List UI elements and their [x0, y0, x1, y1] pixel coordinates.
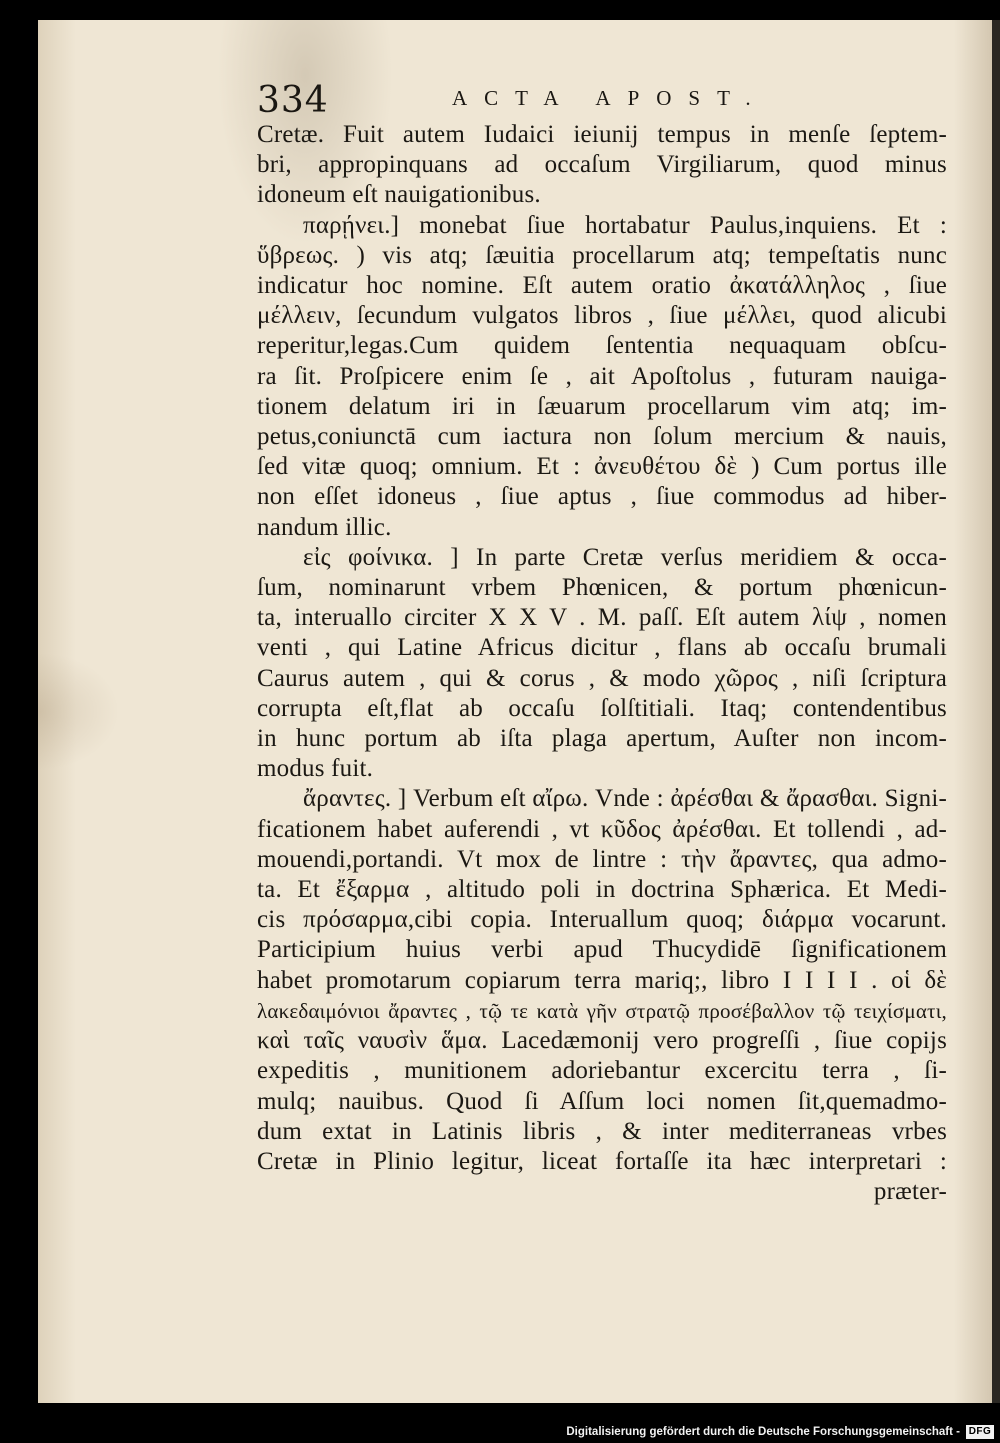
- page-edge: [992, 20, 1000, 1403]
- text-line: ta. Et ἔξαρμα , altitudo poli in doctrina Sphærica. Et Medi-: [257, 876, 947, 904]
- text-line: corrupta eſt,flat ab occaſu ſolſtitiali. Itaq; contendentibus: [257, 694, 947, 722]
- page-number: 334: [257, 80, 329, 121]
- text-line: καὶ ταῖς ναυσὶν ἅμα. Lacedæmonij vero progreſſi , ſiue copijs: [257, 1027, 947, 1055]
- text-line: indicatur hoc nomine. Eſt autem oratio ἀκατάλληλος , ſiue: [257, 272, 947, 300]
- text-line: ſed vitæ quoq; omnium. Et : ἀνευθέτου δὲ ) Cum portus ille: [257, 453, 947, 481]
- text-line: ficationem habet auferendi , vt κῦδος ἀρέσθαι. Et tollendi , ad-: [257, 815, 947, 843]
- text-line: idoneum eſt nauigationibus.: [257, 181, 541, 209]
- text-line: mouendi,portandi. Vt mox de lintre : τὴν ἄραντες, qua admo-: [257, 845, 947, 873]
- text-line: tionem delatum iri in ſæuarum procellarum vim atq; im-: [257, 392, 947, 420]
- text-line: expeditis , munitionem adoriebantur excercitu terra , ſi-: [257, 1057, 947, 1085]
- text-line: ſum, nominarunt vrbem Phœnicen, & portum phœnicun-: [257, 574, 947, 602]
- text-line: ta, interuallo circiter X X V . M. paſſ. Eſt autem λίψ , nomen: [257, 604, 947, 632]
- text-line: cis πρόσαρμα,cibi copia. Interuallum quoq; διάρμα vocarunt.: [257, 906, 947, 934]
- text-line: bri, appropinquans ad occaſum Virgiliarum, quod minus: [257, 151, 947, 179]
- running-head: ACTA APOST.: [452, 86, 768, 110]
- text-line: dum extat in Latinis libris , & inter mediterraneas vrbes: [257, 1117, 947, 1145]
- text-line: ra ſit. Proſpicere enim ſe , ait Apoſtolus , futuram nauiga-: [257, 362, 947, 390]
- catchword: præter-: [873, 1178, 947, 1206]
- text-line: παρῄνει.] monebat ſiue hortabatur Paulus,inquiens. Et :: [303, 211, 947, 239]
- text-line: Participium huius verbi apud Thucydidē ſignificationem: [257, 936, 947, 964]
- text-line: nandum illic.: [257, 513, 392, 541]
- text-line: λακεδαιμόνιοι ἄραντες , τῷ τε κατὰ γῆν στρατῷ προσέβαλλον τῷ τειχίσματι,: [257, 998, 947, 1023]
- text-line: modus fuit.: [257, 755, 374, 783]
- text-line: venti , qui Latine Africus dicitur , flans ab occaſu brumali: [257, 634, 947, 662]
- text-line: non eſſet idoneus , ſiue aptus , ſiue commodus ad hiber-: [257, 483, 947, 511]
- text-line: habet promotarum copiarum terra mariq;, libro I I I I . οἱ δὲ: [257, 966, 947, 994]
- text-line: εἰς φοίνικα. ] In parte Cretæ verſus meridiem & occa-: [303, 543, 947, 571]
- text-line: Caurus autem , qui & corus , & modo χῶρος , niſi ſcriptura: [257, 664, 947, 692]
- funding-note: Digitalisierung gefördert durch die Deutsche Forschungsgemeinschaft -: [566, 1426, 960, 1438]
- dfg-logo: DFG: [966, 1425, 994, 1439]
- body-text: [257, 120, 947, 1207]
- text-line: ἄραντες. ] Verbum eſt αἴρω. Vnde : ἀρέσθαι & ἄρασθαι. Signi-: [303, 785, 947, 813]
- text-line: μέλλειν, ſecundum vulgatos libros , ſiue μέλλει, quod alicubi: [257, 302, 947, 330]
- text-line: Cretæ. Fuit autem Iudaici ieiunij tempus in menſe ſeptem-: [257, 121, 947, 148]
- text-line: mulq; nauibus. Quod ſi Aſſum loci nomen ſit,quemadmo-: [257, 1087, 947, 1115]
- text-line: petus,coniunctā cum iactura non ſolum mercium & nauis,: [257, 423, 947, 451]
- text-line: Cretæ in Plinio legitur, liceat fortaſſe ita hæc interpretari :: [257, 1147, 947, 1175]
- text-line: ὕβρεως. ) vis atq; ſæuitia procellarum atq; tempeſtatis nunc: [257, 241, 947, 269]
- text-line: reperitur,legas.Cum quidem ſententia nequaquam obſcu-: [257, 332, 947, 360]
- text-line: in hunc portum ab iſta plaga apertum, Auſter non incom-: [257, 725, 947, 753]
